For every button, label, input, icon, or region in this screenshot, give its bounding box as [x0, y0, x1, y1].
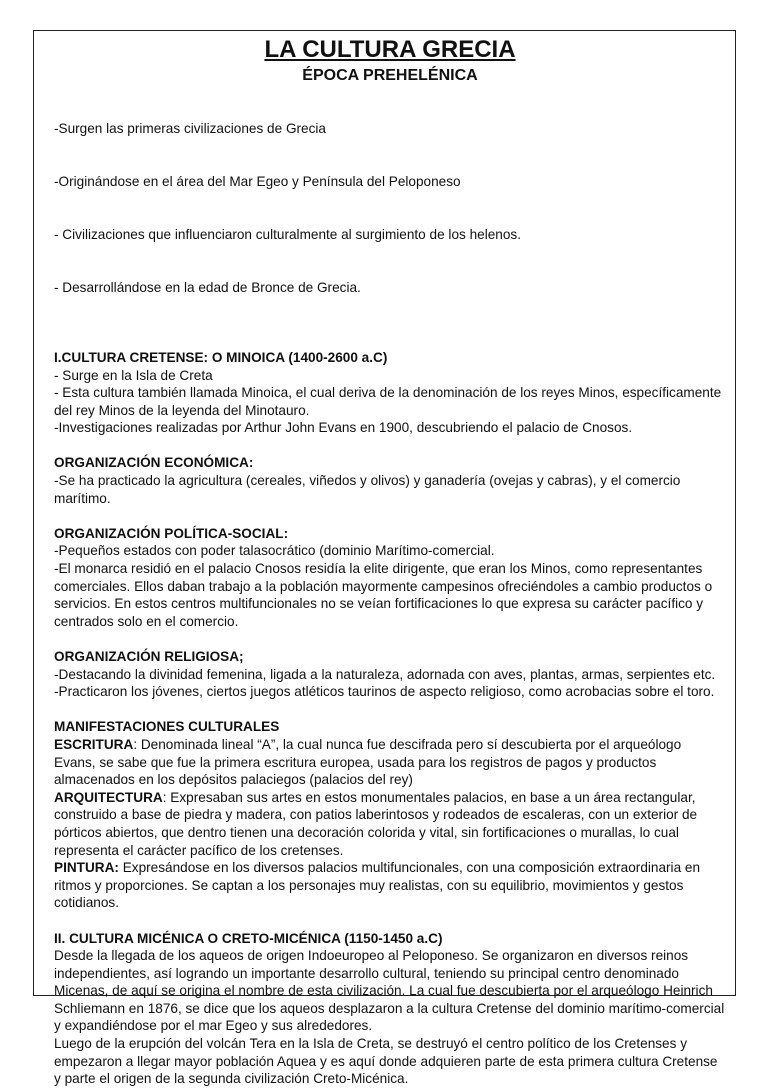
- micenica-section: [54, 930, 726, 1088]
- arquitectura-label: ARQUITECTURA: [54, 789, 163, 805]
- politica-line: -Pequeños estados con poder talasocrático (dominio Marítimo-comercial.: [54, 543, 495, 559]
- religiosa-line: -Practicaron los jóvenes, ciertos juegos atléticos taurinos de aspecto religioso, como acrobacias sobre el toro.: [54, 684, 715, 700]
- economica-section: [54, 454, 726, 507]
- cretense-line: -Investigaciones realizadas por Arthur John Evans en 1900, descubriendo el palacio de Cnosos.: [54, 420, 633, 436]
- pintura-text: Expresándose en los diversos palacios multifuncionales, con una composición extraordinaria en ritmos y proporciones. Se captan a los personajes muy realistas, con su equilibrio, movimientos y gestos cotidianos.: [54, 860, 701, 911]
- document-subtitle: ÉPOCA PREHELÉNICA: [302, 67, 478, 84]
- arquitectura-paragraph: [54, 789, 726, 859]
- section-heading-cretense: I.CULTURA CRETENSE: O MINOICA (1400-2600 a.C): [54, 349, 388, 365]
- micenica-paragraph-1: Desde la llegada de los aqueos de origen Indoeuropeo al Peloponeso. Se organizaron en diversos reinos independientes, así logrando un importante desarrollo cultural, teniendo su principal centro denominado Micenas, de aquí se origina el nombre de esta civilización. La cual fue descubierta por el arqueólogo Heinrich Schliemann en 1876, se dice que los aqueos desplazaron a la cultura Cretense del dominio marítimo-comercial y expandiéndose por el mar Egeo y sus alrededores.: [54, 948, 725, 1034]
- escritura-paragraph: [54, 736, 726, 789]
- intro-line: - Desarrollándose en la edad de Bronce de Grecia.: [54, 279, 361, 295]
- section-heading-micenica: II. CULTURA MICÉNICA O CRETO-MICÉNICA (1150-1450 a.C): [54, 930, 443, 946]
- cretense-line: - Surge en la Isla de Creta: [54, 367, 213, 383]
- micenica-paragraph-2: Luego de la erupción del volcán Tera en la Isla de Creta, se destruyó el centro político de los Cretenses y empezaron a llegar mayor población Aquea y es aquí donde adquieren parte de esta primera cultura Cretense y parte el origen de la segunda civilización Creto-Micénica.: [54, 1036, 718, 1087]
- document-body: [54, 36, 726, 1088]
- arquitectura-text: : Expresaban sus artes en estos monumentales palacios, en base a un área rectangular, construido a base de piedra y madera, con patios laberintosos y rodeados de escaleras, con un exterior de pórticos abiertos, que dentro tienen una decoración colorida y vital, sin fortificaciones o murallas, lo cual representa el carácter pacífico de los cretenses.: [54, 789, 698, 858]
- section-heading-religiosa: ORGANIZACIÓN RELIGIOSA;: [54, 649, 244, 664]
- religiosa-line: -Destacando la divinidad femenina, ligada a la naturaleza, adornada con aves, plantas, armas, serpientes etc.: [54, 666, 716, 682]
- section-heading-economica: ORGANIZACIÓN ECONÓMICA:: [54, 455, 254, 471]
- politica-section: [54, 525, 726, 631]
- cretense-section: [54, 349, 726, 437]
- intro-line: -Originándose en el área del Mar Egeo y Península del Peloponeso: [54, 173, 461, 189]
- intro-line: -Surgen las primeras civilizaciones de Grecia: [54, 121, 326, 137]
- intro-line: - Civilizaciones que influenciaron culturalmente al surgimiento de los helenos.: [54, 226, 521, 242]
- manifestaciones-section: [54, 718, 726, 912]
- economica-text: -Se ha practicado la agricultura (cereales, viñedos y olivos) y ganadería (ovejas y cabras), y el comercio marítimo.: [54, 473, 681, 506]
- escritura-label: ESCRITURA: [54, 736, 134, 752]
- cretense-line: - Esta cultura también llamada Minoica, el cual deriva de la denominación de los reyes Minos, específicamente del rey Minos de la leyenda del Minotauro.: [54, 385, 722, 418]
- section-heading-manifestaciones: MANIFESTACIONES CULTURALES: [54, 719, 280, 735]
- document-title: LA CULTURA GRECIA: [264, 36, 516, 63]
- religiosa-section: [54, 648, 726, 701]
- escritura-text: : Denominada lineal “A”, la cual nunca fue descifrada pero sí descubierta por el arqueólogo Evans, se sabe que fue la primera escritura europea, usada para los registros de pagos y productos almacenados en los depósitos palaciegos (palacios del rey): [54, 736, 682, 788]
- pintura-label: PINTURA:: [54, 860, 119, 876]
- intro-section: [54, 85, 726, 331]
- politica-line: -El monarca residió en el palacio Cnosos residía la elite dirigente, que eran los Minos, como representantes comerciales. Ellos daban trabajo a la población mayormente campesinos ofreciéndoles a cambio productos o servicios. En estos centros multifuncionales no se veían fortificaciones lo que expresa su carácter pacífico y centrados solo en el comercio.: [54, 561, 713, 629]
- pintura-paragraph: [54, 859, 726, 912]
- section-heading-politica: ORGANIZACIÓN POLÍTICA-SOCIAL:: [54, 525, 289, 541]
